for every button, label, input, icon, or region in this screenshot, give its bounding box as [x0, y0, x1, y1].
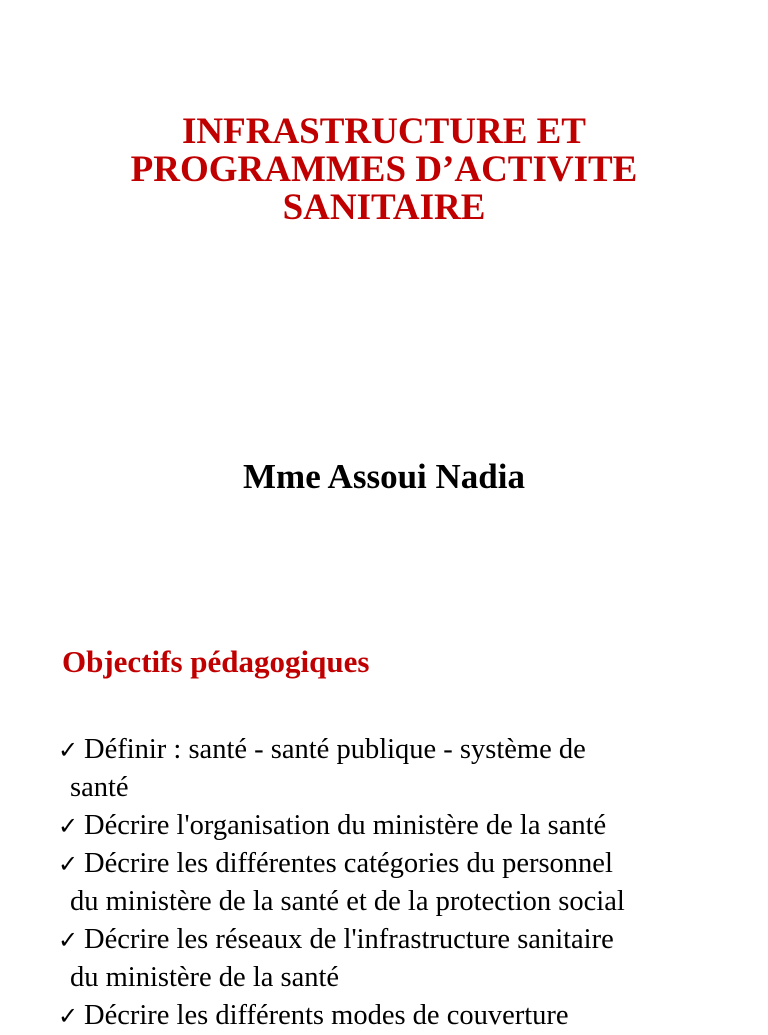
objective-item: [58, 921, 758, 997]
objective-item: [58, 731, 758, 807]
title-line-1: INFRASTRUCTURE ET: [182, 111, 586, 152]
title-line-2: PROGRAMMES D’ACTIVITE: [130, 149, 638, 190]
checkmark-icon: ✓: [58, 850, 79, 878]
objective-text-line: du ministère de la santé et de la protection social: [70, 886, 625, 917]
objective-text-line: Décrire l'organisation du ministère de la santé: [84, 810, 607, 841]
checkmark-icon: ✓: [58, 736, 79, 764]
objective-text-line: Décrire les différents modes de couverture: [84, 1000, 569, 1031]
objectives-list: [58, 731, 758, 1035]
objective-text-line: Décrire les différentes catégories du personnel: [84, 848, 613, 879]
objective-text-line: santé: [70, 772, 129, 803]
objective-item: [58, 845, 758, 921]
objectives-heading: Objectifs pédagogiques: [62, 644, 370, 679]
author-name: Mme Assoui Nadia: [243, 457, 525, 496]
document-title: [0, 113, 768, 227]
checkmark-icon: ✓: [58, 926, 79, 954]
objective-item: [58, 807, 758, 845]
title-line-3: SANITAIRE: [282, 187, 486, 228]
objective-item: [58, 997, 758, 1035]
checkmark-icon: ✓: [58, 1002, 79, 1030]
checkmark-icon: ✓: [58, 812, 79, 840]
objective-text-line: du ministère de la santé: [70, 962, 340, 993]
objective-text-line: Décrire les réseaux de l'infrastructure sanitaire: [84, 924, 614, 955]
objective-text-line: Définir : santé - santé publique - système de: [84, 734, 586, 765]
